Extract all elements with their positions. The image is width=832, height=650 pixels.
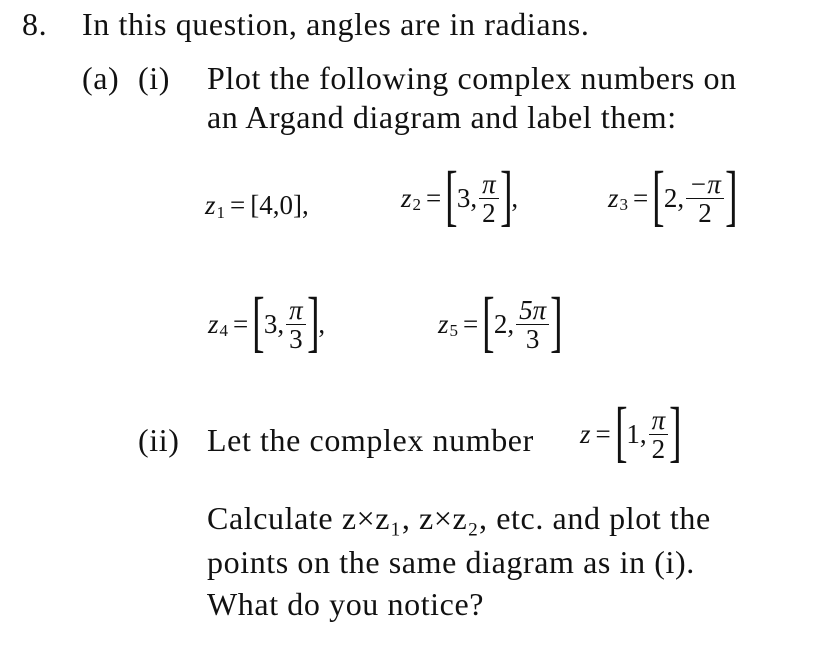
z1-value: [4,0],: [250, 190, 309, 220]
part-ii-label: (ii): [138, 422, 180, 458]
z5-equation: z 5 = [ 2, $\frac{5\pi}{3}$ ]: [438, 283, 563, 359]
right-bracket: ]: [306, 283, 320, 359]
question-intro: In this question, angles are in radians.: [82, 6, 590, 42]
left-bracket: [: [652, 157, 665, 233]
part-i-line2: an Argand diagram and label them:: [207, 99, 677, 135]
part-ii-line3: points on the same diagram as in (i).: [207, 544, 695, 580]
part-ii-line2: Calculate z×z₁, z×z₂, etc. and plot the: [207, 500, 711, 536]
left-bracket: [: [252, 283, 265, 359]
z4-equation: z 4 = [ 3, $\frac{\pi}{3}$ ] ,: [208, 283, 326, 359]
z1-equation: z 1 = [4,0],: [205, 190, 309, 222]
right-bracket: ]: [725, 157, 738, 233]
right-bracket: ]: [550, 283, 563, 359]
right-bracket: ]: [499, 157, 513, 233]
right-bracket: ]: [669, 393, 682, 469]
z2-equation: z 2 = [ 3, $\frac{\pi}{2}$ ] ,: [401, 157, 519, 233]
z3-equation: z 3 = [ 2, $\frac{-\pi}{2}$ ]: [608, 157, 738, 233]
left-bracket: [: [445, 157, 458, 233]
question-number: 8.: [22, 6, 48, 42]
part-ii-text: Let the complex number: [207, 422, 534, 458]
part-i-line1: Plot the following complex numbers on: [207, 60, 737, 96]
z-equation: z = [ 1, $\frac{\pi}{2}$ ]: [580, 393, 682, 469]
part-ii-line4: What do you notice?: [207, 586, 485, 622]
part-a-label: (a): [82, 60, 120, 96]
left-bracket: [: [482, 283, 495, 359]
left-bracket: [: [614, 393, 628, 469]
part-i-label: (i): [138, 60, 171, 96]
